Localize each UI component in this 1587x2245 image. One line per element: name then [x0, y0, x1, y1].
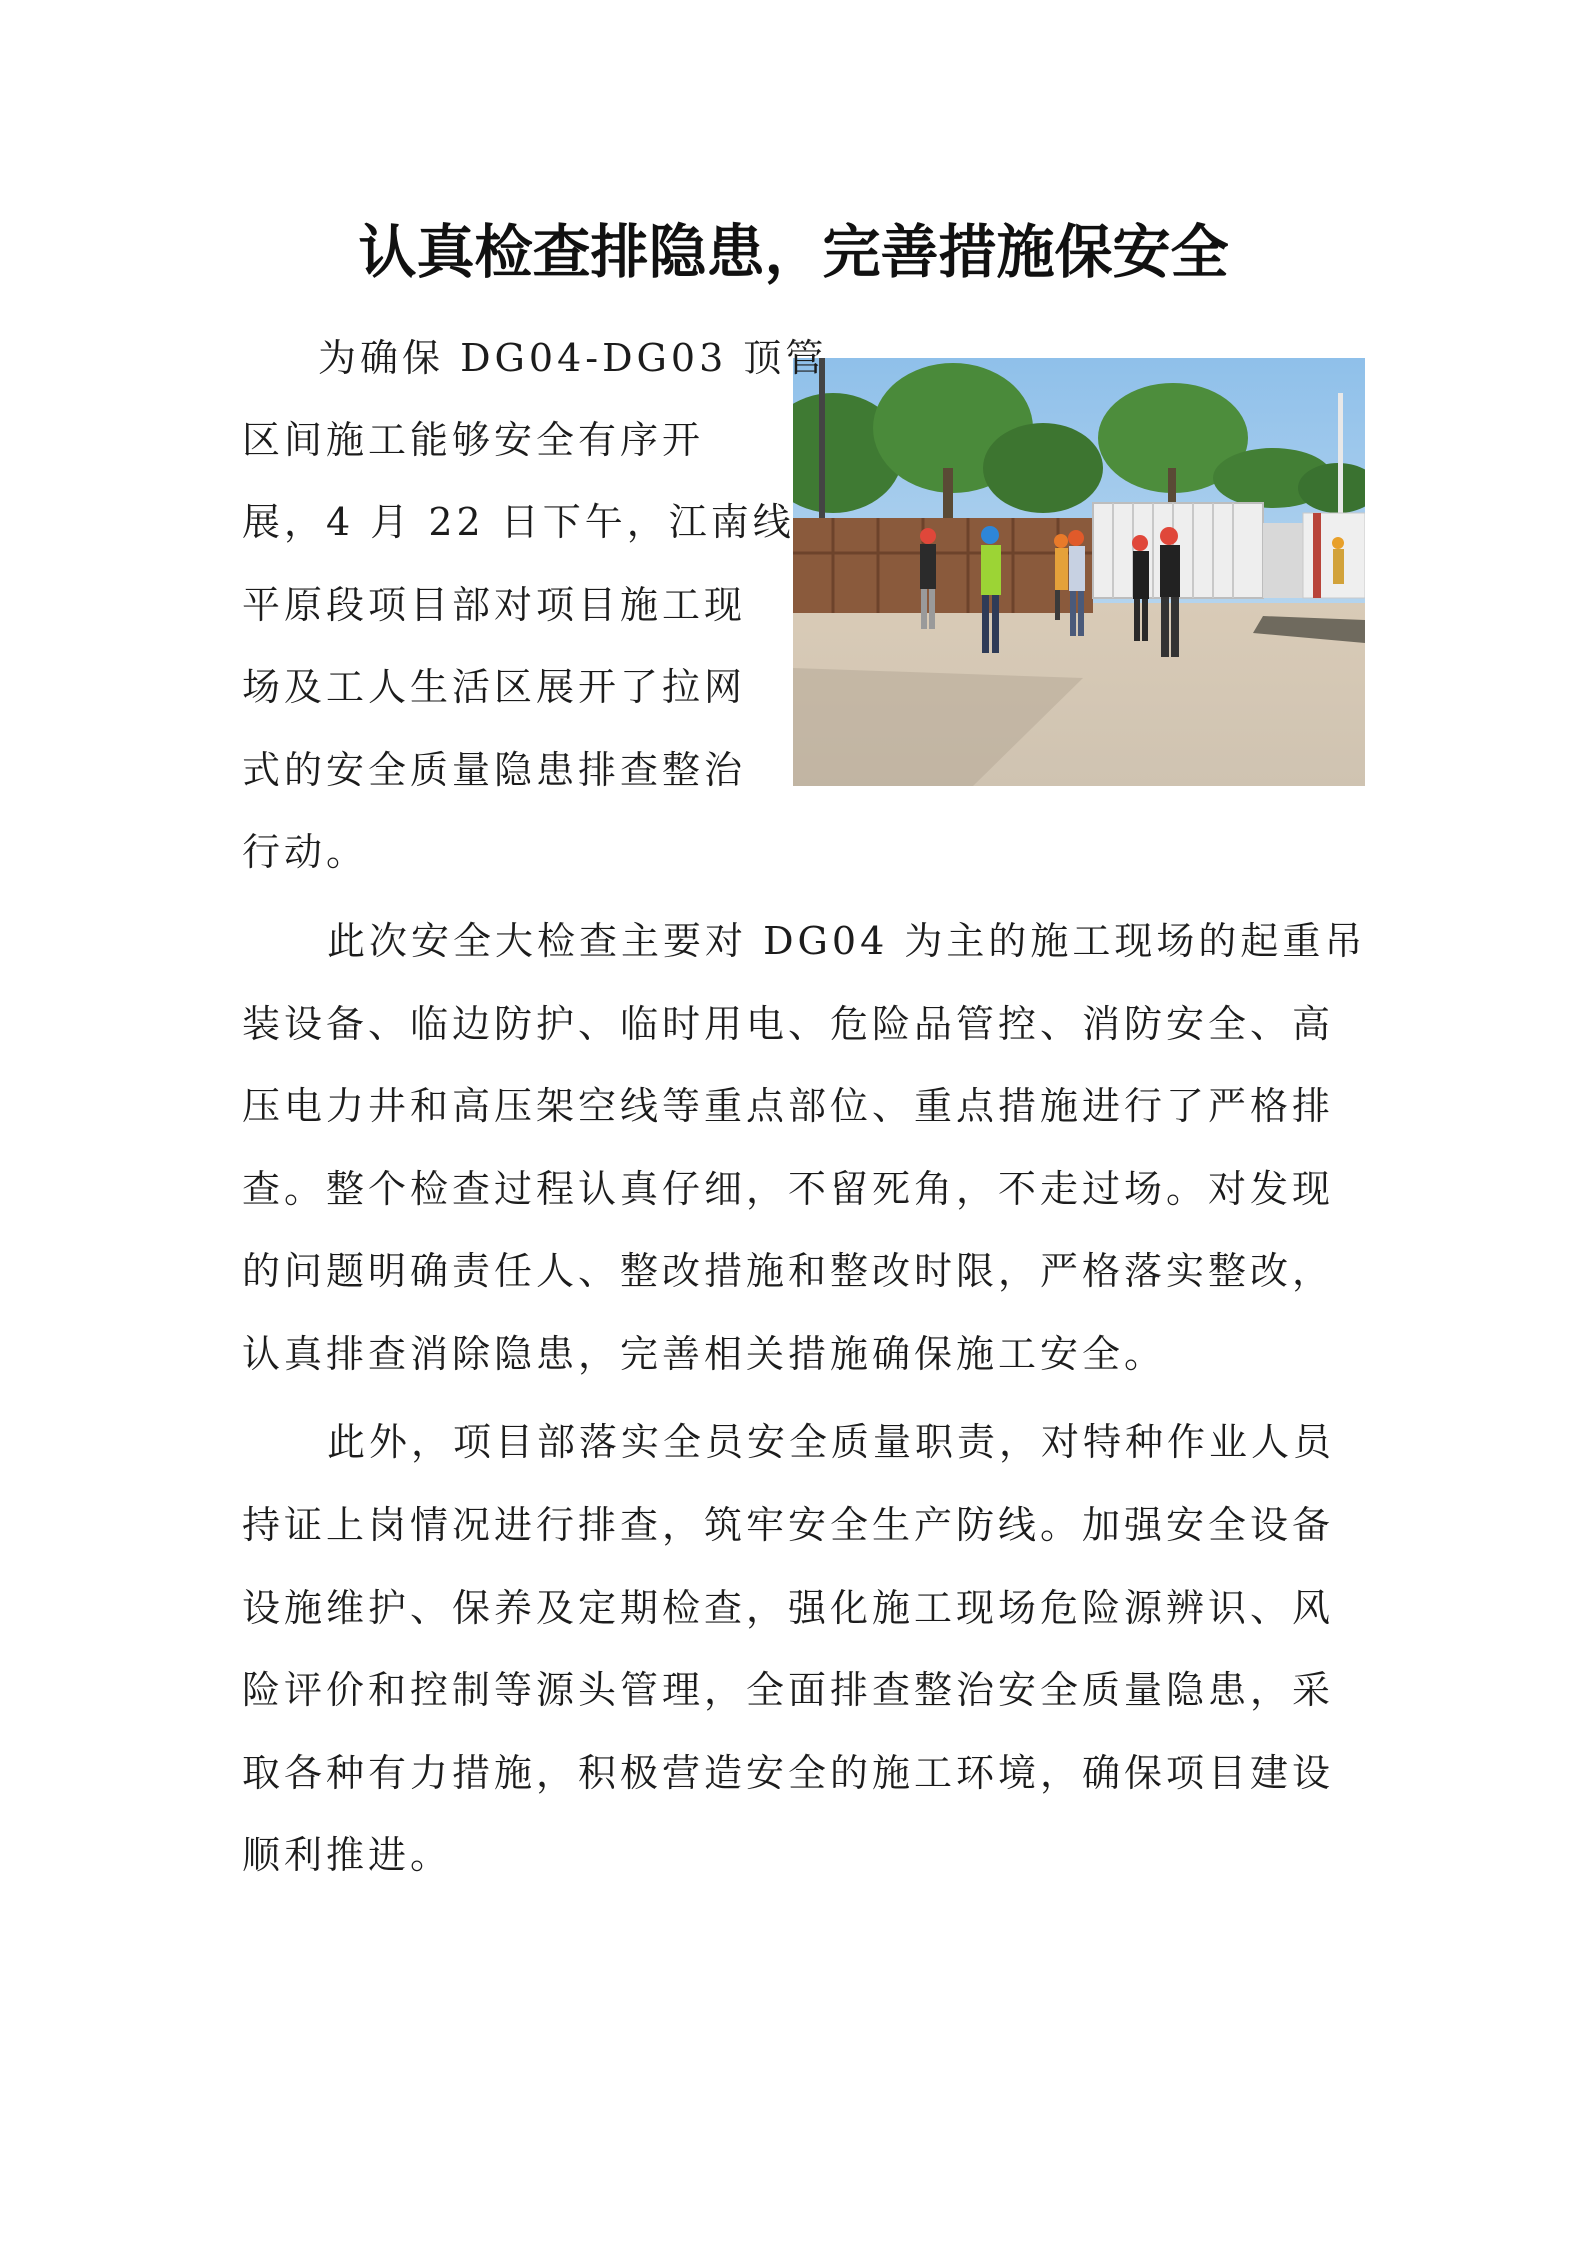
paragraph1-line: 行动。 [242, 830, 369, 874]
paragraph1-line: 区间施工能够安全有序开 [242, 418, 705, 462]
paragraph1-line: 展，4 月 22 日下午，江南线 [242, 500, 795, 544]
paragraph3-line: 持证上岗情况进行排查，筑牢安全生产防线。加强安全设备 [242, 1503, 1335, 1547]
paragraph3-line: 险评价和控制等源头管理，全面排查整治安全质量隐患，采 [242, 1668, 1335, 1712]
paragraph3-line: 顺利推进。 [242, 1833, 453, 1877]
paragraph1-line: 为确保 DG04-DG03 顶管 [318, 336, 828, 380]
paragraph3-line: 取各种有力措施，积极营造安全的施工环境，确保项目建设 [242, 1751, 1335, 1795]
site-inspection-photo [793, 358, 1365, 786]
paragraph2-line: 认真排查消除隐患，完善相关措施确保施工安全。 [242, 1332, 1167, 1376]
paragraph2-line: 查。整个检查过程认真仔细，不留死角，不走过场。对发现 [242, 1167, 1335, 1211]
paragraph3-line: 设施维护、保养及定期检查，强化施工现场危险源辨识、风 [242, 1586, 1335, 1630]
paragraph2-line: 的问题明确责任人、整改措施和整改时限，严格落实整改， [242, 1249, 1335, 1293]
construction-site-photo-icon [793, 358, 1365, 786]
paragraph3-line: 此外，项目部落实全员安全质量职责，对特种作业人员 [327, 1420, 1336, 1464]
paragraph2-line: 此次安全大检查主要对 DG04 为主的施工现场的起重吊 [327, 919, 1367, 963]
paragraph1-line: 平原段项目部对项目施工现 [242, 583, 747, 627]
paragraph2-line: 装设备、临边防护、临时用电、危险品管控、消防安全、高 [242, 1002, 1335, 1046]
paragraph2-line: 压电力井和高压架空线等重点部位、重点措施进行了严格排 [242, 1084, 1335, 1128]
paragraph1-line: 式的安全质量隐患排查整治 [242, 748, 747, 792]
page-title: 认真检查排隐患，完善措施保安全 [358, 218, 1229, 286]
paragraph1-line: 场及工人生活区展开了拉网 [242, 665, 747, 709]
